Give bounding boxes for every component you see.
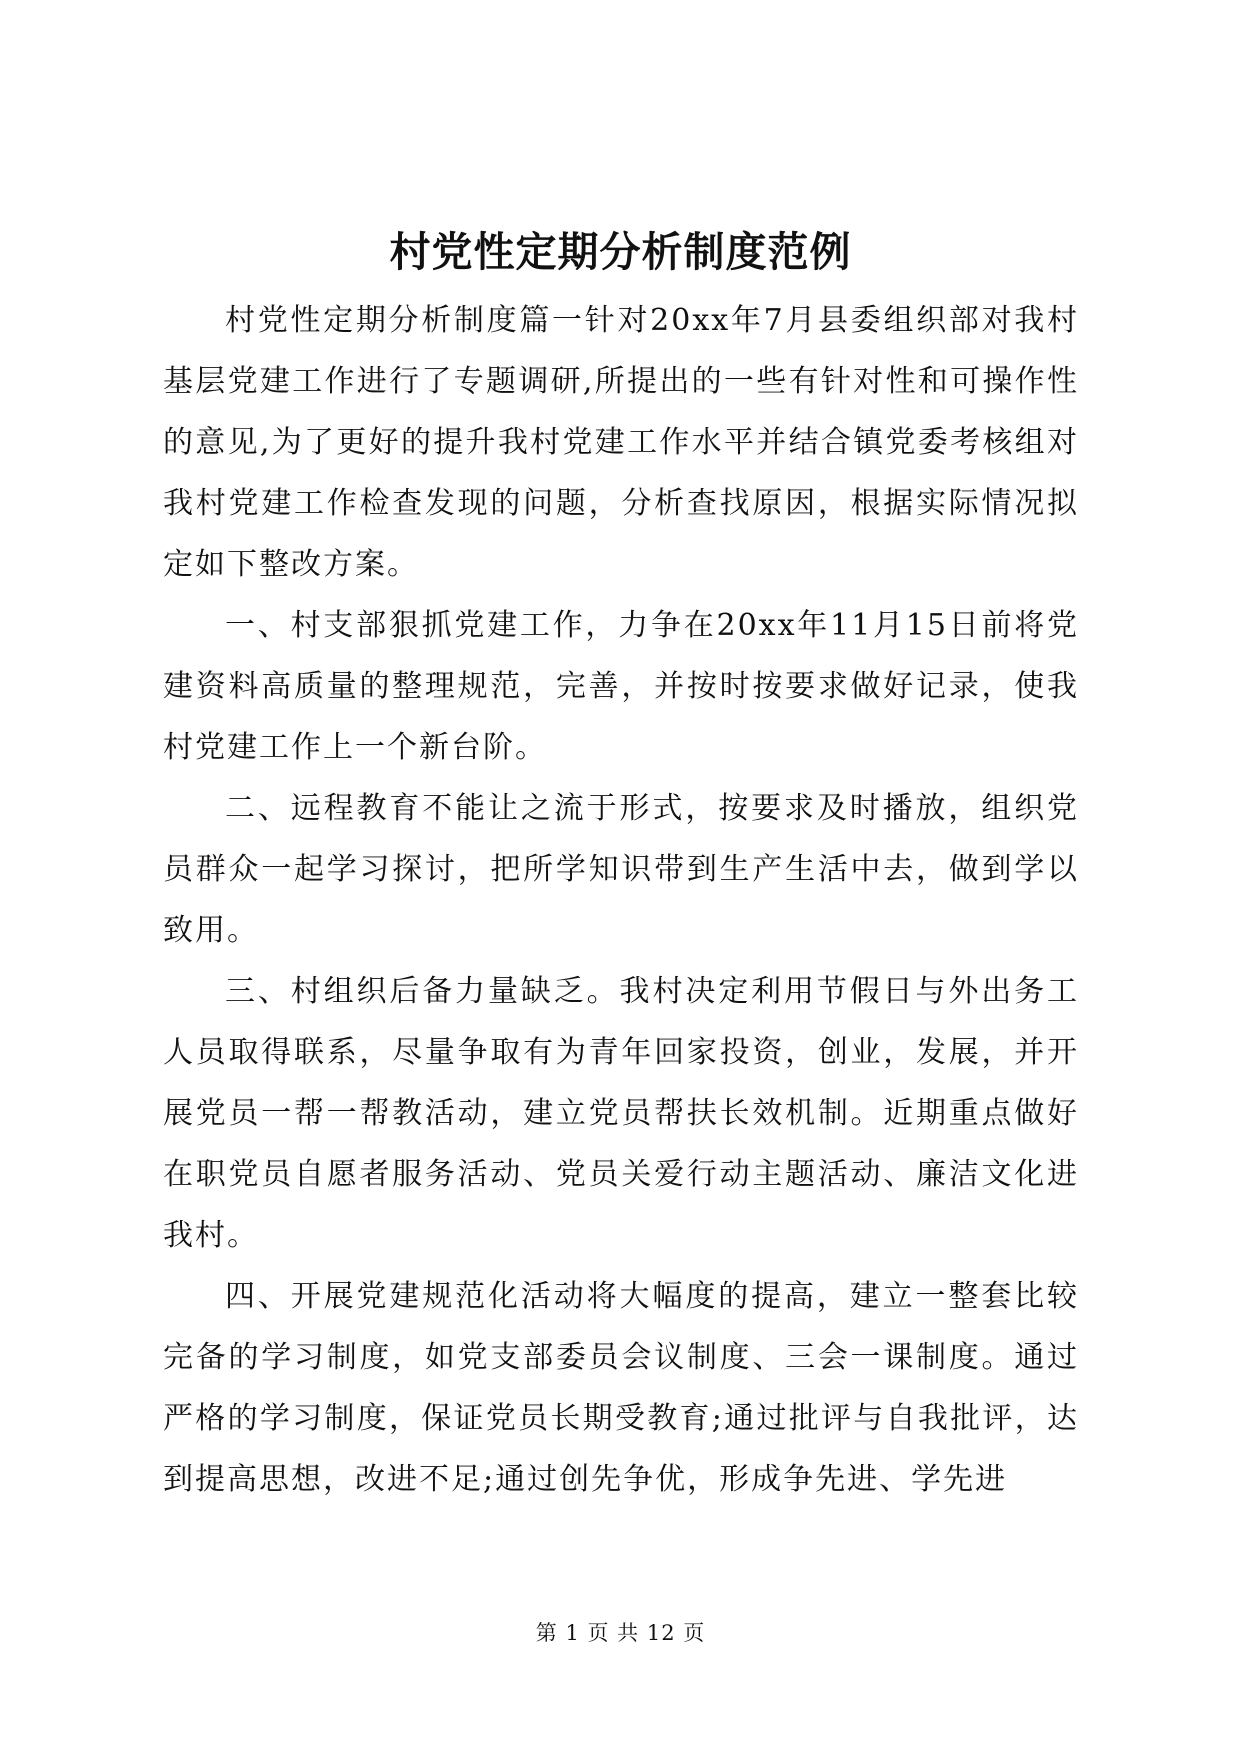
paragraph-item-3: 三、村组织后备力量缺乏。我村决定利用节假日与外出务工人员取得联系，尽量争取有为青年回家投资，创业，发展，并开展党员一帮一帮教活动，建立党员帮扶长效机制。近期重点做好在职党员自愿者服务活动、党员关爱行动主题活动、廉洁文化进我村。	[163, 974, 1079, 1253]
paragraph-item-1: 一、村支部狠抓党建工作，力争在20xx年11月15日前将党建资料高质量的整理规范，完善，并按时按要求做好记录，使我村党建工作上一个新台阶。	[163, 608, 1079, 765]
page-number-footer: 第 1 页 共 12 页	[535, 1621, 706, 1645]
document-title: 村党性定期分析制度范例	[389, 228, 852, 276]
paragraph-item-2: 二、远程教育不能让之流于形式，按要求及时播放，组织党员群众一起学习探讨，把所学知识带到生产生活中去，做到学以致用。	[163, 791, 1079, 948]
document-body	[163, 290, 1079, 1510]
paragraph-item-4: 四、开展党建规范化活动将大幅度的提高，建立一整套比较完备的学习制度，如党支部委员会议制度、三会一课制度。通过严格的学习制度，保证党员长期受教育;通过批评与自我批评，达到提高思想，改进不足;通过创先争优，形成争先进、学先进	[163, 1279, 1079, 1497]
paragraph-intro: 村党性定期分析制度篇一针对20xx年7月县委组织部对我村基层党建工作进行了专题调研,所提出的一些有针对性和可操作性的意见,为了更好的提升我村党建工作水平并结合镇党委考核组对我村党建工作检查发现的问题，分析查找原因，根据实际情况拟定如下整改方案。	[163, 303, 1079, 582]
